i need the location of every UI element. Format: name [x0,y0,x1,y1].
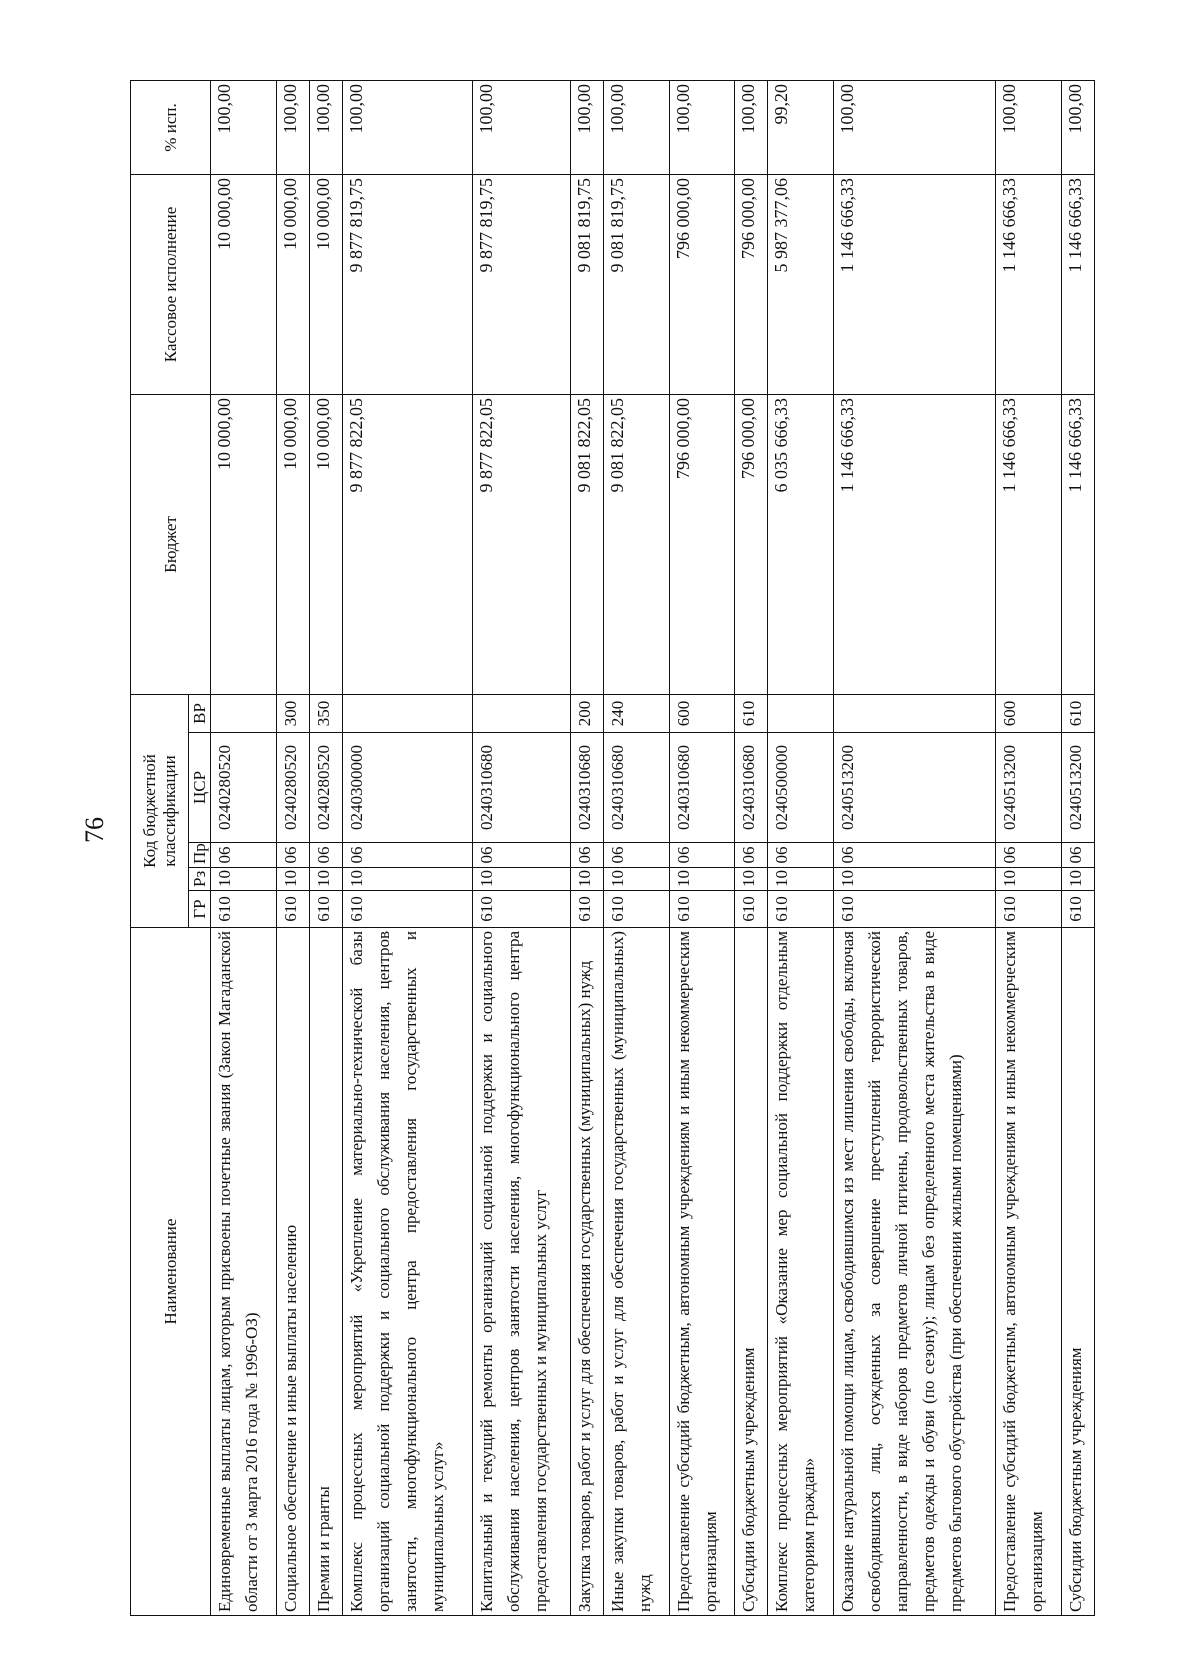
cell-pr: 06 [767,842,833,867]
cell-budget: 10 000,00 [309,394,342,694]
cell-rz: 10 [833,867,995,890]
cell-budget: 9 081 822,05 [570,394,603,694]
header-budget: Бюджет [130,394,210,694]
table-row [309,80,342,1615]
cell-rz: 10 [767,867,833,890]
table-row [669,80,735,1615]
cell-pct: 100,00 [210,80,276,174]
cell-csr: 0240280520 [210,732,276,842]
cell-name: Премии и гранты [309,927,342,1615]
cell-budget: 796 000,00 [669,394,735,694]
table-row [570,80,603,1615]
cell-cash: 796 000,00 [669,174,735,394]
cell-pct: 100,00 [276,80,309,174]
table-row [767,80,833,1615]
cell-pct: 99,20 [767,80,833,174]
cell-csr: 0240513200 [833,732,995,842]
cell-vr: 300 [276,694,309,732]
cell-csr: 0240300000 [342,732,472,842]
cell-budget: 1 146 666,33 [833,394,995,694]
cell-rz: 10 [472,867,570,890]
cell-csr: 0240310680 [570,732,603,842]
cell-name: Предоставление субсидий бюджетным, автономным учреждениям и иным некоммерческим организациям [995,927,1061,1615]
cell-vr: 600 [995,694,1061,732]
cell-name: Комплекс процессных мероприятий «Оказание мер социальной поддержки отдельным категориям граждан» [767,927,833,1615]
cell-rz: 10 [995,867,1061,890]
cell-pr: 06 [342,842,472,867]
cell-name: Единовременные выплаты лицам, которым присвоены почетные звания (Закон Магаданской области от 3 марта 2016 года № 1996-ОЗ) [210,927,276,1615]
cell-name: Оказание натуральной помощи лицам, освободившимся из мест лишения свободы, включая освободившихся лиц, осужденных за совершение преступлений террористической направленности, в виде наборов предметов личной гигиены, продовольственных товаров, предметов одежды и обуви (по сезону); лицам без определенного места жительства в виде предметов бытового обустройства (при обеспечении жилыми помещениями) [833,927,995,1615]
cell-gr: 610 [570,890,603,927]
table-row [472,80,570,1615]
cell-gr: 610 [210,890,276,927]
table-row [342,80,472,1615]
cell-cash: 10 000,00 [309,174,342,394]
cell-budget: 1 146 666,33 [1061,394,1094,694]
cell-pr: 06 [669,842,735,867]
cell-name: Субсидии бюджетным учреждениям [1061,927,1094,1615]
cell-csr: 0240310680 [603,732,669,842]
header-code-group: Код бюджетной классификации [130,694,188,927]
cell-vr: 350 [309,694,342,732]
table-row [734,80,767,1615]
cell-vr [767,694,833,732]
budget-table-container [130,81,1095,1616]
cell-cash: 1 146 666,33 [1061,174,1094,394]
cell-pct: 100,00 [734,80,767,174]
cell-vr [833,694,995,732]
cell-vr [472,694,570,732]
table-row [276,80,309,1615]
table-row [1061,80,1094,1615]
cell-cash: 9 877 819,75 [472,174,570,394]
cell-name: Предоставление субсидий бюджетным, автономным учреждениям и иным некоммерческим организациям [669,927,735,1615]
cell-vr: 200 [570,694,603,732]
cell-pct: 100,00 [603,80,669,174]
cell-csr: 0240513200 [995,732,1061,842]
cell-budget: 10 000,00 [210,394,276,694]
cell-gr: 610 [995,890,1061,927]
cell-rz: 10 [276,867,309,890]
cell-cash: 1 146 666,33 [833,174,995,394]
cell-vr [210,694,276,732]
page-number: 76 [80,817,109,843]
cell-pr: 06 [309,842,342,867]
cell-gr: 610 [734,890,767,927]
header-rz: Рз [188,867,210,890]
cell-pct: 100,00 [833,80,995,174]
cell-pct: 100,00 [472,80,570,174]
cell-pct: 100,00 [1061,80,1094,174]
cell-budget: 9 877 822,05 [472,394,570,694]
cell-gr: 610 [1061,890,1094,927]
cell-csr: 0240513200 [1061,732,1094,842]
cell-csr: 0240500000 [767,732,833,842]
cell-pr: 06 [995,842,1061,867]
cell-rz: 10 [669,867,735,890]
table-row [995,80,1061,1615]
cell-gr: 610 [342,890,472,927]
cell-budget: 1 146 666,33 [995,394,1061,694]
cell-rz: 10 [603,867,669,890]
header-cash: Кассовое исполнение [130,174,210,394]
cell-budget: 9 081 822,05 [603,394,669,694]
header-csr: ЦСР [188,732,210,842]
table-body [210,80,1094,1615]
cell-pct: 100,00 [669,80,735,174]
cell-name: Субсидии бюджетным учреждениям [734,927,767,1615]
cell-cash: 10 000,00 [276,174,309,394]
cell-vr: 610 [1061,694,1094,732]
budget-table [130,79,1095,1615]
cell-pr: 06 [276,842,309,867]
cell-cash: 10 000,00 [210,174,276,394]
cell-gr: 610 [309,890,342,927]
cell-pr: 06 [210,842,276,867]
cell-gr: 610 [603,890,669,927]
cell-rz: 10 [309,867,342,890]
cell-cash: 5 987 377,06 [767,174,833,394]
cell-rz: 10 [210,867,276,890]
cell-pct: 100,00 [995,80,1061,174]
cell-rz: 10 [734,867,767,890]
cell-name: Капитальный и текущий ремонты организаций социальной поддержки и социального обслуживания населения, центров занятости населения, многофункционального центра предоставления государственных и муниципальных услуг [472,927,570,1615]
cell-budget: 6 035 666,33 [767,394,833,694]
header-pct: % исп. [130,80,210,174]
cell-cash: 796 000,00 [734,174,767,394]
table-row [833,80,995,1615]
cell-csr: 0240310680 [472,732,570,842]
cell-vr: 610 [734,694,767,732]
cell-pr: 06 [472,842,570,867]
cell-vr [342,694,472,732]
cell-name: Социальное обеспечение и иные выплаты населению [276,927,309,1615]
cell-budget: 9 877 822,05 [342,394,472,694]
header-vr: ВР [188,694,210,732]
cell-cash: 9 877 819,75 [342,174,472,394]
cell-csr: 0240310680 [669,732,735,842]
header-name: Наименование [130,927,210,1615]
cell-gr: 610 [833,890,995,927]
table-row [603,80,669,1615]
cell-cash: 1 146 666,33 [995,174,1061,394]
cell-rz: 10 [1061,867,1094,890]
cell-name: Иные закупки товаров, работ и услуг для обеспечения государственных (муниципальных) нужд [603,927,669,1615]
cell-rz: 10 [570,867,603,890]
table-row [210,80,276,1615]
cell-name: Закупка товаров, работ и услуг для обеспечения государственных (муниципальных) нужд [570,927,603,1615]
cell-pr: 06 [570,842,603,867]
cell-pr: 06 [734,842,767,867]
cell-gr: 610 [472,890,570,927]
cell-pr: 06 [833,842,995,867]
cell-budget: 796 000,00 [734,394,767,694]
cell-pct: 100,00 [309,80,342,174]
cell-csr: 0240310680 [734,732,767,842]
cell-gr: 610 [276,890,309,927]
cell-gr: 610 [767,890,833,927]
cell-pct: 100,00 [570,80,603,174]
cell-vr: 600 [669,694,735,732]
cell-pr: 06 [603,842,669,867]
cell-csr: 0240280520 [276,732,309,842]
cell-budget: 10 000,00 [276,394,309,694]
cell-rz: 10 [342,867,472,890]
cell-vr: 240 [603,694,669,732]
cell-csr: 0240280520 [309,732,342,842]
cell-cash: 9 081 819,75 [570,174,603,394]
cell-cash: 9 081 819,75 [603,174,669,394]
cell-pct: 100,00 [342,80,472,174]
header-gr: ГР [188,890,210,927]
cell-pr: 06 [1061,842,1094,867]
cell-gr: 610 [669,890,735,927]
header-pr: Пр [188,842,210,867]
cell-name: Комплекс процессных мероприятий «Укрепление материально-технической базы организаций социальной поддержки и социального обслуживания населения, центров занятости, многофункционального центра предоставления государственных и муниципальных услуг» [342,927,472,1615]
